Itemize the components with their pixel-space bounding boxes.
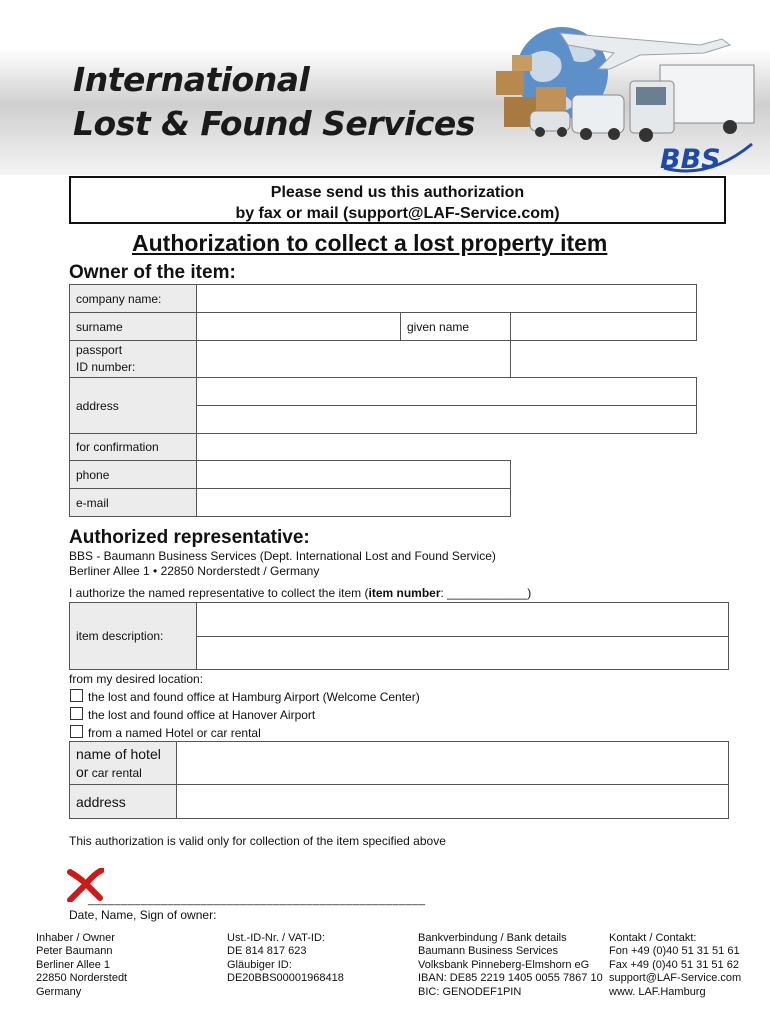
hotel-address-label-text: address	[76, 793, 126, 810]
signature-label: Date, Name, Sign of owner:	[69, 908, 217, 922]
document-title: Authorization to collect a lost property item	[132, 230, 608, 256]
hotel-name-field[interactable]	[176, 741, 729, 785]
hotel-address-field[interactable]	[176, 784, 729, 819]
phone-field[interactable]	[196, 460, 511, 489]
footer-owner-column: Inhaber / Owner Peter Baumann Berliner Allee 1 22850 Norderstedt Germany	[36, 932, 128, 998]
hotel-address-label	[69, 784, 177, 819]
item-description-field-line2[interactable]	[196, 636, 729, 670]
validity-note: This authorization is valid only for collection of the item specified above	[69, 834, 446, 848]
authorize-prefix: I authorize the named representative to collect the item (	[69, 586, 369, 600]
given-name-label-text: given name	[407, 319, 470, 334]
surname-field[interactable]	[196, 312, 401, 341]
item-description-label-text: item description:	[76, 629, 164, 643]
owner-heading: Owner of the item:	[69, 262, 236, 283]
surname-label	[69, 312, 197, 341]
address-label	[69, 377, 197, 434]
passport-label-line2: ID number:	[76, 360, 136, 374]
representative-line1: BBS - Baumann Business Services (Dept. International Lost and Found Service)	[69, 549, 496, 563]
header-title-line2: Lost & Found Services	[73, 104, 475, 143]
email-label	[69, 488, 197, 517]
address-label-text: address	[76, 398, 119, 413]
hotel-name-label-line1: name of hotel	[76, 745, 161, 762]
hotel-name-label	[69, 741, 177, 785]
given-name-field[interactable]	[510, 312, 697, 341]
passport-label-line1: passport	[76, 343, 123, 357]
hotel-car-rental-option: from a named Hotel or car rental	[88, 726, 261, 740]
logo-text: BBS	[660, 144, 721, 175]
item-number-label: item number	[368, 586, 441, 600]
footer-vat-column: Ust.-ID-Nr. / VAT-ID: DE 814 817 623 Gläubiger ID: DE20BBS00001968418	[227, 932, 344, 985]
authorize-statement	[69, 586, 531, 600]
email-field[interactable]	[196, 488, 511, 517]
hanover-airport-checkbox[interactable]	[70, 707, 83, 720]
company-name-field[interactable]	[196, 284, 697, 313]
location-intro: from my desired location:	[69, 672, 204, 686]
hotel-label-car: car rental	[88, 765, 142, 780]
header-title-line1: International	[73, 60, 310, 99]
phone-label	[69, 460, 197, 489]
notice-box	[69, 176, 726, 224]
signature-line[interactable]: ___________________________________________________	[88, 894, 426, 906]
footer-contact-column: Kontakt / Contakt: Fon +49 (0)40 51 31 51 61 Fax +49 (0)40 51 31 51 62 support@LAF-Service.com www. LAF.Hamburg	[609, 932, 742, 998]
item-number-blank[interactable]: : ____________)	[440, 586, 532, 600]
address-field-line2[interactable]	[196, 405, 697, 434]
hotel-car-rental-checkbox[interactable]	[70, 725, 83, 738]
address-field-line1[interactable]	[196, 377, 697, 406]
representative-heading: Authorized representative:	[69, 527, 310, 548]
passport-field[interactable]	[196, 340, 511, 378]
passport-label	[69, 340, 197, 378]
surname-label-text: surname	[76, 319, 123, 334]
notice-line2: by fax or mail (support@LAF-Service.com)	[235, 205, 560, 222]
footer-bank-column: Bankverbindung / Bank details Baumann Business Services Volksbank Pinneberg-Elmshorn eG IBAN: DE85 2219 1405 0055 7867 10 BIC: GENODEF1PIN	[418, 932, 603, 998]
company-name-label-text: company name:	[76, 291, 162, 306]
logistics-illustration	[490, 15, 760, 145]
item-description-field-line1[interactable]	[196, 602, 729, 637]
bbs-logo	[658, 138, 753, 178]
hanover-airport-option: the lost and found office at Hanover Airport	[88, 708, 316, 722]
hotel-label-or: or	[76, 763, 89, 780]
hotel-name-label-line2	[76, 763, 142, 782]
representative-line2: Berliner Allee 1 • 22850 Norderstedt / Germany	[69, 564, 320, 578]
confirmation-label	[69, 433, 197, 461]
header-title	[73, 58, 475, 146]
hamburg-airport-option: the lost and found office at Hamburg Airport (Welcome Center)	[88, 690, 420, 704]
phone-label-text: phone	[76, 467, 110, 482]
given-name-label	[400, 312, 511, 341]
email-label-text: e-mail	[76, 495, 109, 510]
item-description-label	[69, 602, 197, 670]
hamburg-airport-checkbox[interactable]	[70, 689, 83, 702]
confirmation-label-text: for confirmation	[76, 440, 159, 454]
company-name-label	[69, 284, 197, 313]
notice-line1: Please send us this authorization	[270, 184, 525, 201]
